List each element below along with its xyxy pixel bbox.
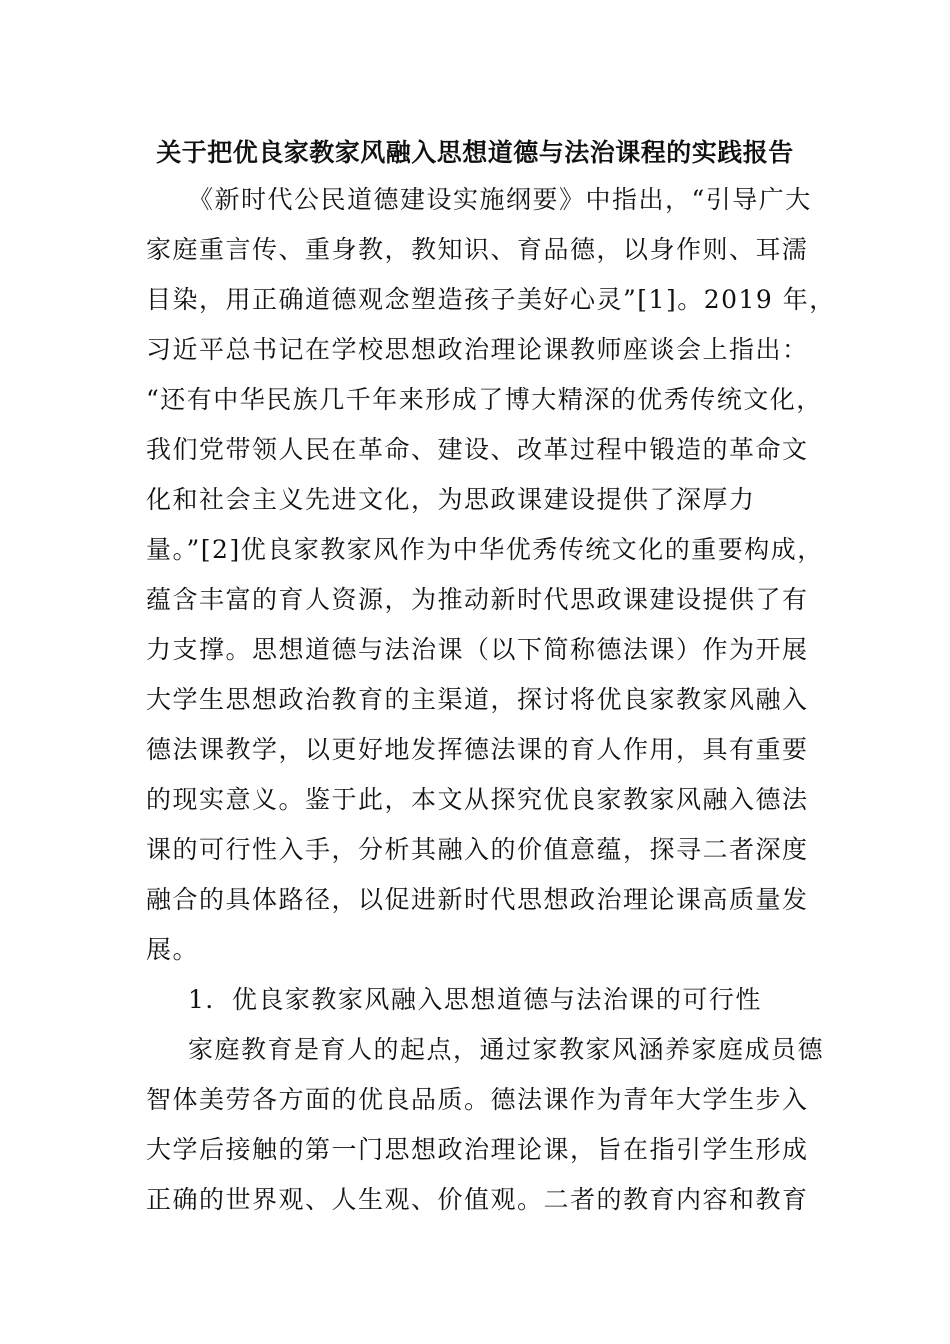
paragraph-1-line-9: 蕴含丰富的育人资源，为推动新时代思政课建设提供了有 <box>146 585 809 614</box>
paragraph-2-line-4: 正确的世界观、人生观、价值观。二者的教育内容和教育 <box>146 1185 809 1214</box>
document-title: 关于把优良家教家风融入思想道德与法治课程的实践报告 <box>156 138 794 167</box>
paragraph-1-line-12: 德法课教学，以更好地发挥德法课的育人作用，具有重要 <box>146 735 809 764</box>
paragraph-1-line-10: 力支撑。思想道德与法治课（以下简称德法课）作为开展 <box>146 635 809 664</box>
section-1-heading: 1．优良家教家风融入思想道德与法治课的可行性 <box>188 985 762 1014</box>
paragraph-2-line-1: 家庭教育是育人的起点，通过家教家风涵养家庭成员德 <box>188 1035 825 1064</box>
paragraph-2-line-2: 智体美劳各方面的优良品质。德法课作为青年大学生步入 <box>146 1085 809 1114</box>
paragraph-1-line-13: 的现实意义。鉴于此，本文从探究优良家教家风融入德法 <box>146 785 809 814</box>
paragraph-1-line-11: 大学生思想政治教育的主渠道，探讨将优良家教家风融入 <box>146 685 809 714</box>
paragraph-1-line-7: 化和社会主义先进文化，为思政课建设提供了深厚力 <box>146 485 756 514</box>
paragraph-1-line-1: 《新时代公民道德建设实施纲要》中指出，“引导广大 <box>188 185 812 214</box>
paragraph-1-line-15: 融合的具体路径，以促进新时代思想政治理论课高质量发 <box>146 885 809 914</box>
paragraph-1-line-4: 习近平总书记在学校思想政治理论课教师座谈会上指出： <box>146 335 809 364</box>
paragraph-1-line-6: 我们党带领人民在革命、建设、改革过程中锻造的革命文 <box>146 435 809 464</box>
paragraph-1-line-8: 量。”[2]优良家教家风作为中华优秀传统文化的重要构成， <box>146 535 824 564</box>
paragraph-2-line-3: 大学后接触的第一门思想政治理论课，旨在指引学生形成 <box>146 1135 809 1164</box>
paragraph-1-line-3: 目染，用正确道德观念塑造孩子美好心灵”[1]。2019 年， <box>146 285 836 314</box>
paragraph-1-line-2: 家庭重言传、重身教，教知识、育品德，以身作则、耳濡 <box>146 235 809 264</box>
paragraph-1-line-14: 课的可行性入手，分析其融入的价值意蕴，探寻二者深度 <box>146 835 809 864</box>
paragraph-1-line-5: “还有中华民族几千年来形成了博大精深的优秀传统文化， <box>146 385 823 414</box>
paragraph-1-line-16: 展。 <box>146 935 200 964</box>
